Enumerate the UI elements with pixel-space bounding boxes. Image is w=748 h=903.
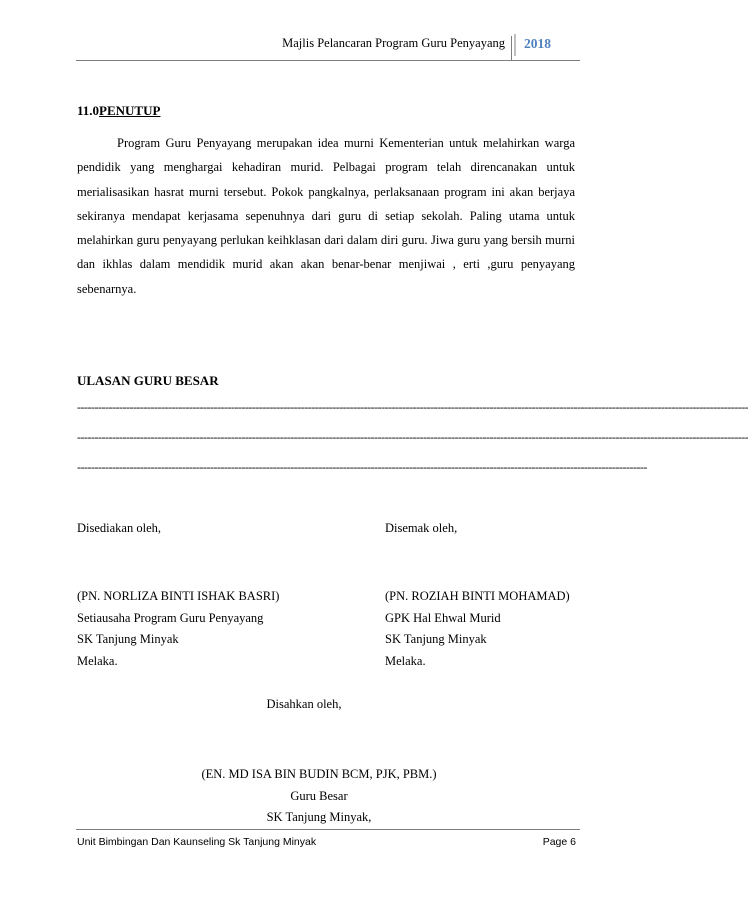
signatory-role: GPK Hal Ehwal Murid [385,610,501,625]
signatory-school: SK Tanjung Minyak, [266,810,372,824]
section-heading [77,103,160,119]
verified-by-label: Disahkan oleh, [266,697,342,711]
paragraph-text: Program Guru Penyayang merupakan idea murni Kementerian untuk melahirkan warga pendidik yang menghargai kehadiran murid. Pelbagai program telah direncanakan untuk merialisasikan hasrat murni tersebut. Pokok pangkalnya, perlaksanaan program ini akan berjaya sekiranya mendapat kerjasama sepenuhnya dari guru di setiap sekolah. Paling utama untuk melahirkan guru penyayang perlukan keihklasan dari dalam diri guru. Jiwa guru yang bersih murni dan ikhlas dalam mendidik murid akan akan benar-benar menjiwai , erti ,guru penyayang sebenarnya. [77,136,575,296]
footer-rule [76,829,580,830]
closing-paragraph [77,131,575,301]
header-rule [76,60,580,61]
signatory-role: Setiausaha Program Guru Penyayang [77,610,264,625]
prepared-by-label: Disediakan oleh, [77,521,162,535]
header-title: Majlis Pelancaran Program Guru Penyayang [282,36,505,50]
section-title: PENUTUP [99,103,161,118]
signature-block-left [77,586,279,672]
signatory-role: Guru Besar [290,788,348,803]
header-year: 2018 [514,34,551,56]
page-number: Page 6 [542,836,576,848]
review-line-3: ------------------------------------------------------------------------------------------------------------------------------------------------------------------- [77,460,647,474]
signature-block-right [385,586,570,672]
review-heading: ULASAN GURU BESAR [77,373,219,388]
signatory-school: SK Tanjung Minyak [385,632,487,646]
header-divider [511,36,512,61]
review-line-2: ------------------------------------------------------------------------------------------------------------------------------------------------------------------------------------------------ [77,430,748,444]
reviewed-by-label: Disemak oleh, [385,521,458,535]
signatory-state: Melaka. [385,653,426,668]
signature-block-center [0,764,638,829]
signatory-school: SK Tanjung Minyak [77,632,179,646]
signatory-name: (PN. ROZIAH BINTI MOHAMAD) [385,589,570,603]
signatory-state: Melaka. [77,653,118,668]
signatory-name: (EN. MD ISA BIN BUDIN BCM, PJK, PBM.) [201,767,437,781]
signatory-name: (PN. NORLIZA BINTI ISHAK BASRI) [77,589,280,603]
footer-unit: Unit Bimbingan Dan Kaunseling Sk Tanjung Minyak [77,836,317,848]
section-number: 11.0 [77,103,100,118]
review-line-1: ------------------------------------------------------------------------------------------------------------------------------------------------------------------------------------------------ [77,400,748,414]
